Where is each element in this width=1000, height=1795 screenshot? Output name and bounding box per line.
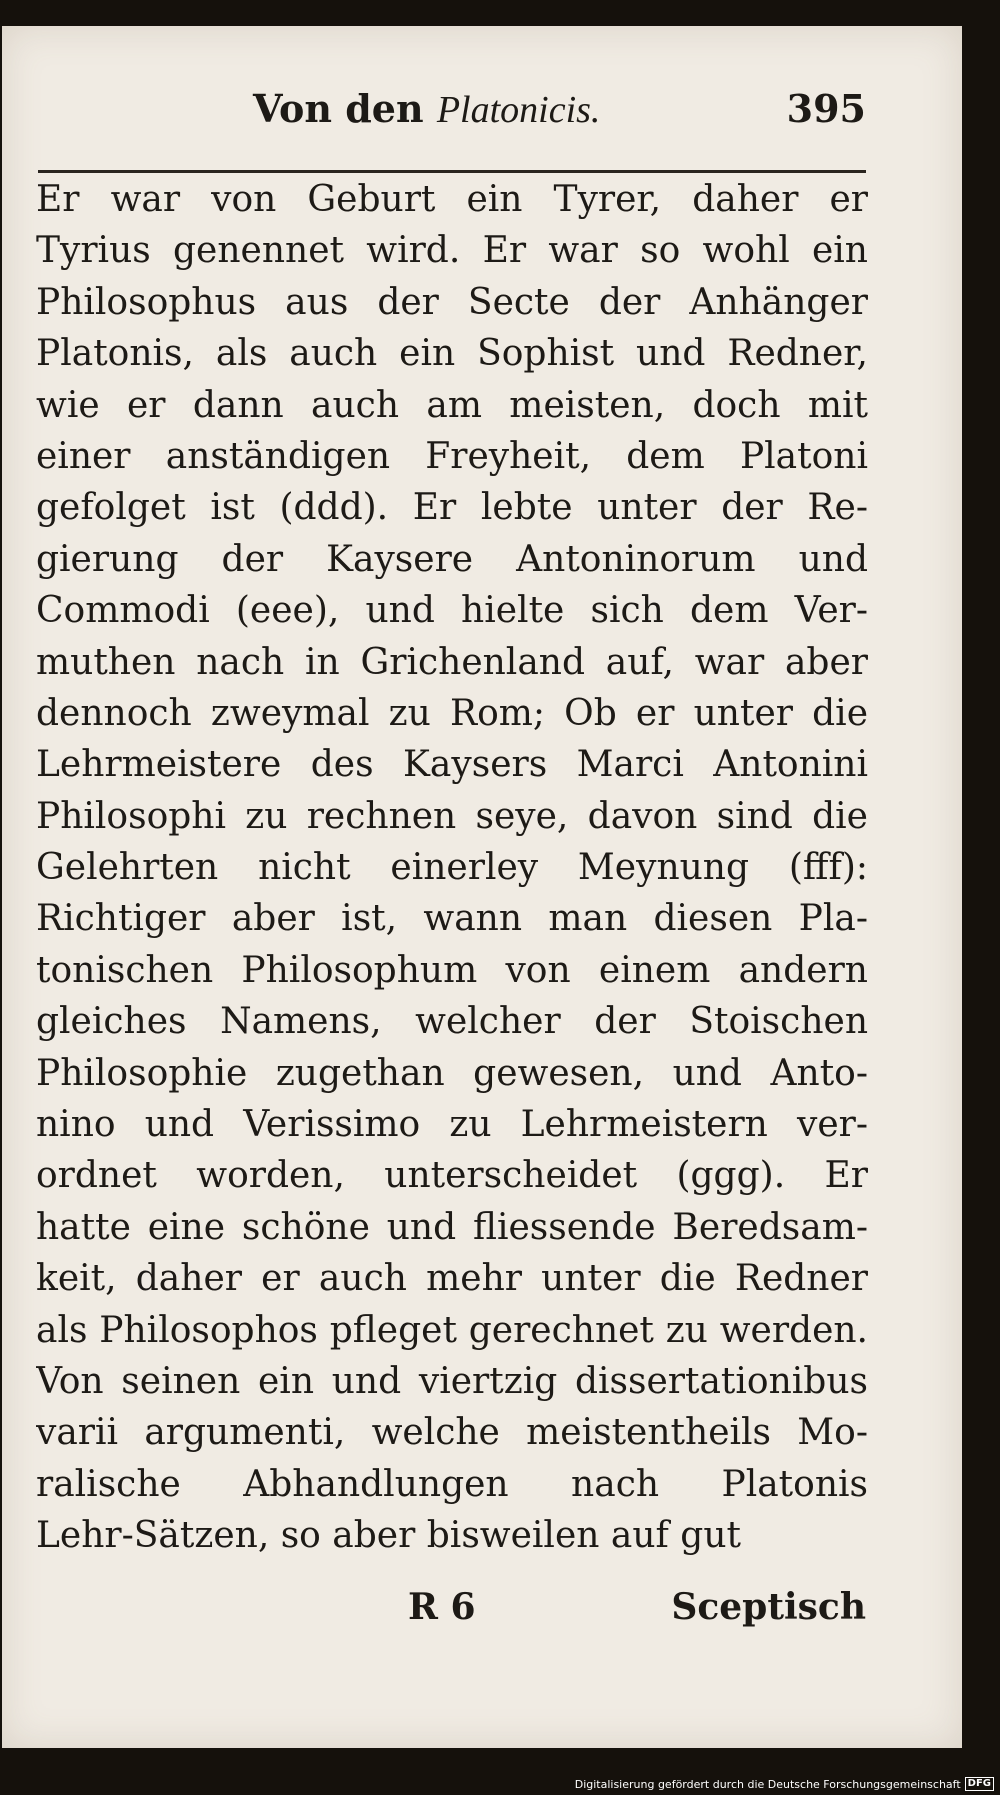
text-line: Platonis, als auch ein Sophist und Redner, (36, 333, 868, 375)
text-line: als Philosophos pfleget gerechnet zu werden. (36, 1309, 868, 1351)
digitization-credit (575, 1777, 994, 1791)
text-line: wie er dann auch am meisten, doch mit (36, 384, 868, 426)
text-line: Lehr-Sätzen, so aber bisweilen auf gut (36, 1515, 741, 1557)
page-footer (38, 1586, 866, 1636)
text-line: nino und Verissimo zu Lehrmeistern ver- (36, 1104, 868, 1146)
running-head (38, 86, 866, 156)
running-head-german: Von den (253, 86, 424, 131)
text-line: Lehrmeistere des Kaysers Marci Antonini (36, 744, 868, 786)
text-line: Commodi (eee), und hielte sich dem Ver- (36, 590, 868, 632)
text-line: tonischen Philosophum von einem andern (36, 949, 868, 991)
text-line: Philosophi zu rechnen seye, davon sind die (36, 795, 868, 837)
text-line: Tyrius genennet wird. Er war so wohl ein (36, 230, 868, 272)
text-line: Philosophie zugethan gewesen, und Anto- (36, 1052, 868, 1094)
running-head-title (253, 86, 600, 132)
catchword: Sceptisch (671, 1586, 866, 1628)
page-number: 395 (786, 86, 866, 131)
text-line: gleiches Namens, welcher der Stoischen (36, 1001, 868, 1043)
text-line: Er war von Geburt ein Tyrer, daher er (36, 179, 868, 220)
text-line: Philosophus aus der Secte der Anhänger (36, 281, 868, 323)
text-line: muthen nach in Grichenland auf, war aber (36, 641, 868, 683)
body-text (36, 174, 868, 1562)
text-line: Richtiger aber ist, wann man diesen Pla- (36, 898, 868, 940)
text-line: keit, daher er auch mehr unter die Redner (36, 1258, 868, 1300)
running-head-latin: Platonicis. (436, 89, 601, 131)
text-line: varii argumenti, welche meistentheils Mo- (36, 1412, 868, 1454)
signature-mark: R 6 (408, 1586, 476, 1628)
text-line: dennoch zweymal zu Rom; Ob er unter die (36, 692, 868, 734)
text-line: ralische Abhandlungen nach Platonis (36, 1463, 868, 1505)
book-page (2, 26, 962, 1748)
credit-text: Digitalisierung gefördert durch die Deutsche Forschungsgemeinschaft (574, 1777, 961, 1791)
text-line: hatte eine schöne und fliessende Beredsam- (36, 1206, 868, 1248)
header-rule (38, 170, 866, 173)
text-line: Gelehrten nicht einerley Meynung (fff): (36, 847, 868, 889)
text-line: gefolget ist (ddd). Er lebte unter der Re- (36, 487, 868, 529)
dfg-logo: DFG (965, 1777, 994, 1791)
text-line: ordnet worden, unterscheidet (ggg). Er (36, 1155, 868, 1197)
text-line: Von seinen ein und viertzig dissertationibus (36, 1360, 868, 1402)
text-line: einer anständigen Freyheit, dem Platoni (36, 435, 868, 477)
text-line: gierung der Kaysere Antoninorum und (36, 538, 868, 580)
